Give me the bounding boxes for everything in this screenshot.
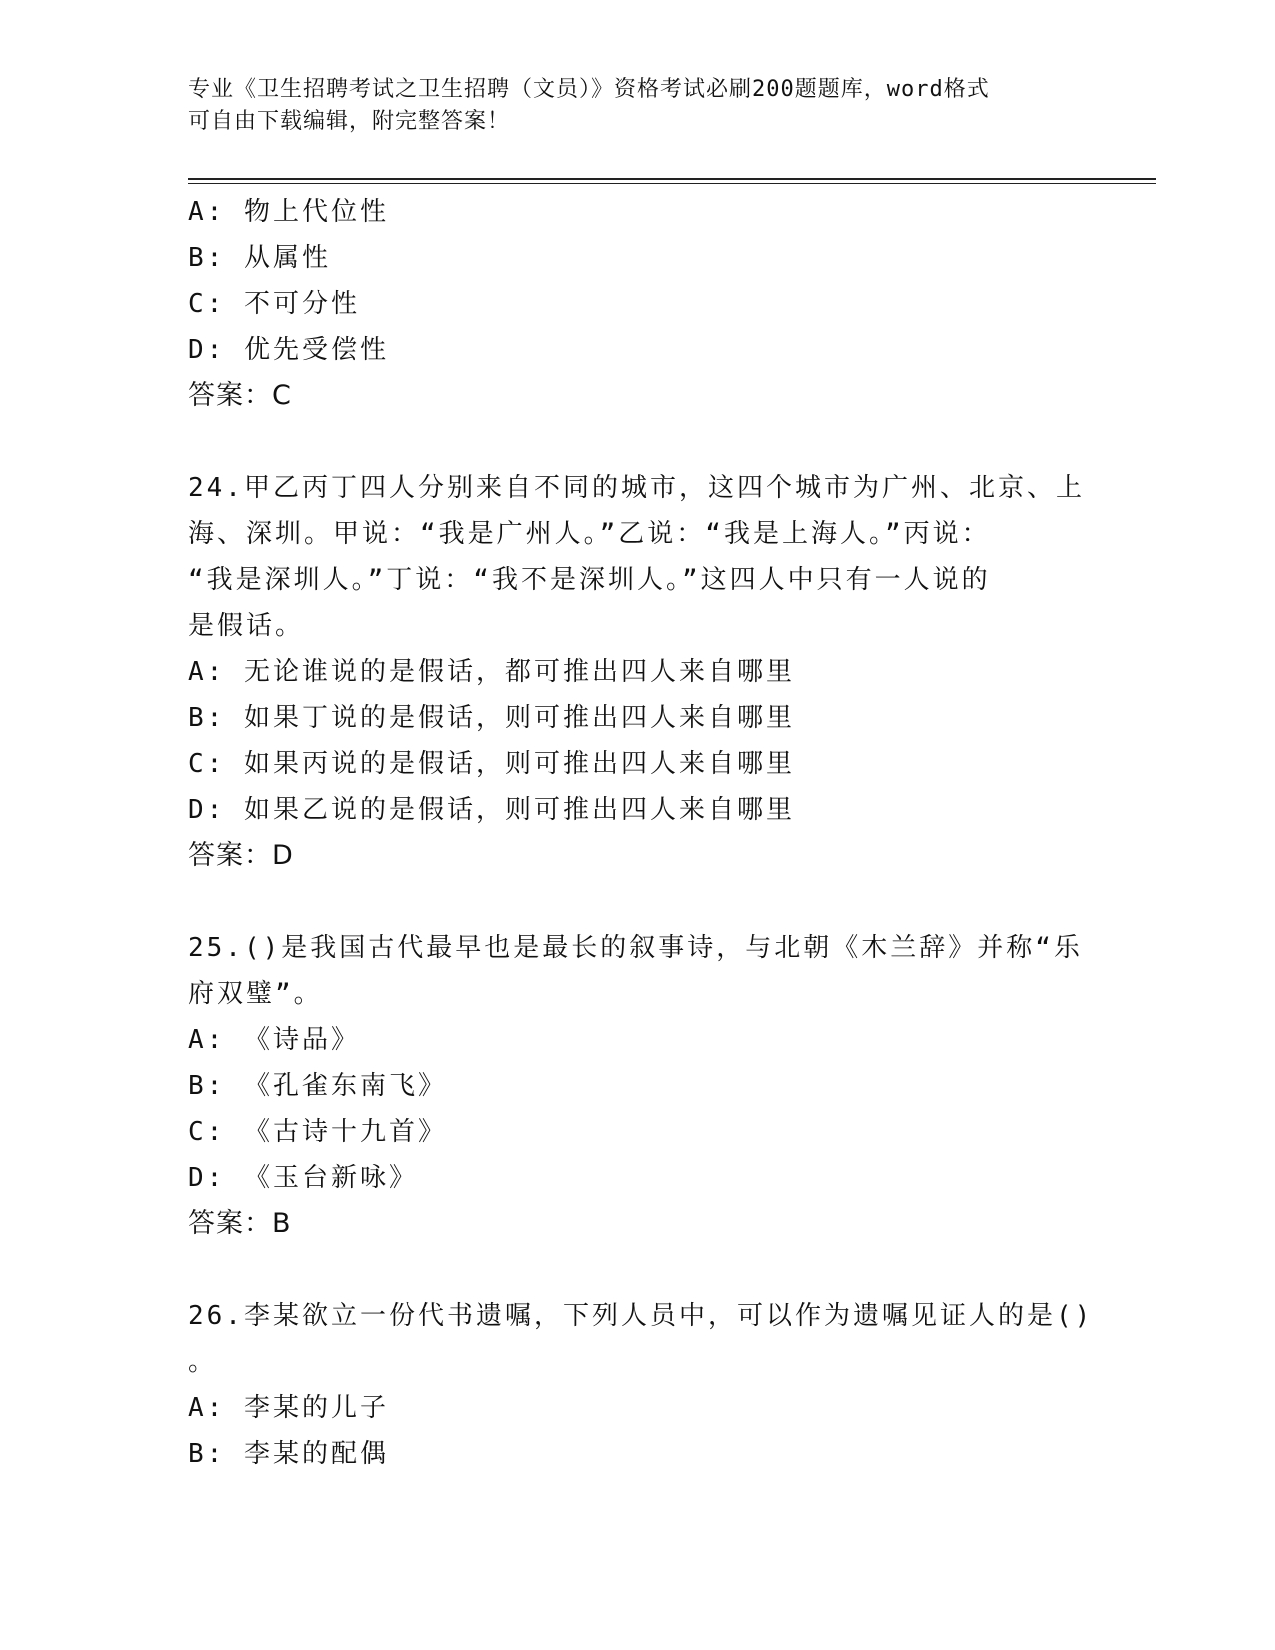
answer-line: 答案：D (188, 840, 294, 871)
option-a: A: 物上代位性 (188, 197, 389, 227)
option-a: A: 无论谁说的是假话，都可推出四人来自哪里 (188, 657, 795, 687)
header-line-1: 专业《卫生招聘考试之卫生招聘（文员）》资格考试必刷200题题库，word格式 (188, 77, 990, 102)
header-divider-thin (188, 183, 1156, 184)
question-block-25 (188, 925, 1088, 1247)
question-block-23 (188, 189, 1088, 419)
option-a: A: 李某的儿子 (188, 1393, 389, 1423)
question-text-line: 26.李某欲立一份代书遗嘱，下列人员中，可以作为遗嘱见证人的是() (188, 1301, 1094, 1331)
question-text-line: 24.甲乙丙丁四人分别来自不同的城市，这四个城市为广州、北京、上 (188, 473, 1085, 503)
document-header (188, 74, 1068, 138)
question-text-line: 25.()是我国古代最早也是最长的叙事诗，与北朝《木兰辞》并称“乐 (188, 933, 1083, 963)
question-text-line: 。 (188, 1347, 218, 1377)
question-text-line: “我是深圳人。”丁说：“我不是深圳人。”这四人中只有一人说的 (188, 565, 991, 595)
option-d: D: 如果乙说的是假话，则可推出四人来自哪里 (188, 795, 795, 825)
option-a: A: 《诗品》 (188, 1025, 360, 1055)
option-b: B: 如果丁说的是假话，则可推出四人来自哪里 (188, 703, 795, 733)
option-b: B: 《孔雀东南飞》 (188, 1071, 447, 1101)
answer-line: 答案：B (188, 1208, 292, 1239)
question-block-26 (188, 1293, 1094, 1477)
spacer (188, 1247, 1088, 1293)
header-line-2: 可自由下载编辑，附完整答案！ (188, 109, 511, 134)
answer-line: 答案：C (188, 380, 292, 411)
option-c: C: 不可分性 (188, 289, 360, 319)
question-text-line: 海、深圳。甲说：“我是广州人。”乙说：“我是上海人。”丙说： (188, 519, 991, 549)
option-c: C: 如果丙说的是假话，则可推出四人来自哪里 (188, 749, 795, 779)
question-text-line: 府双璧”。 (188, 979, 323, 1009)
spacer (188, 419, 1088, 465)
spacer (188, 879, 1088, 925)
option-b: B: 从属性 (188, 243, 331, 273)
option-d: D: 《玉台新咏》 (188, 1163, 418, 1193)
question-block-24 (188, 465, 1088, 879)
option-b: B: 李某的配偶 (188, 1439, 389, 1469)
option-d: D: 优先受偿性 (188, 335, 389, 365)
option-c: C: 《古诗十九首》 (188, 1117, 447, 1147)
question-text-line: 是假话。 (188, 611, 305, 641)
document-body (188, 189, 1094, 1477)
header-divider-thick (188, 178, 1156, 180)
